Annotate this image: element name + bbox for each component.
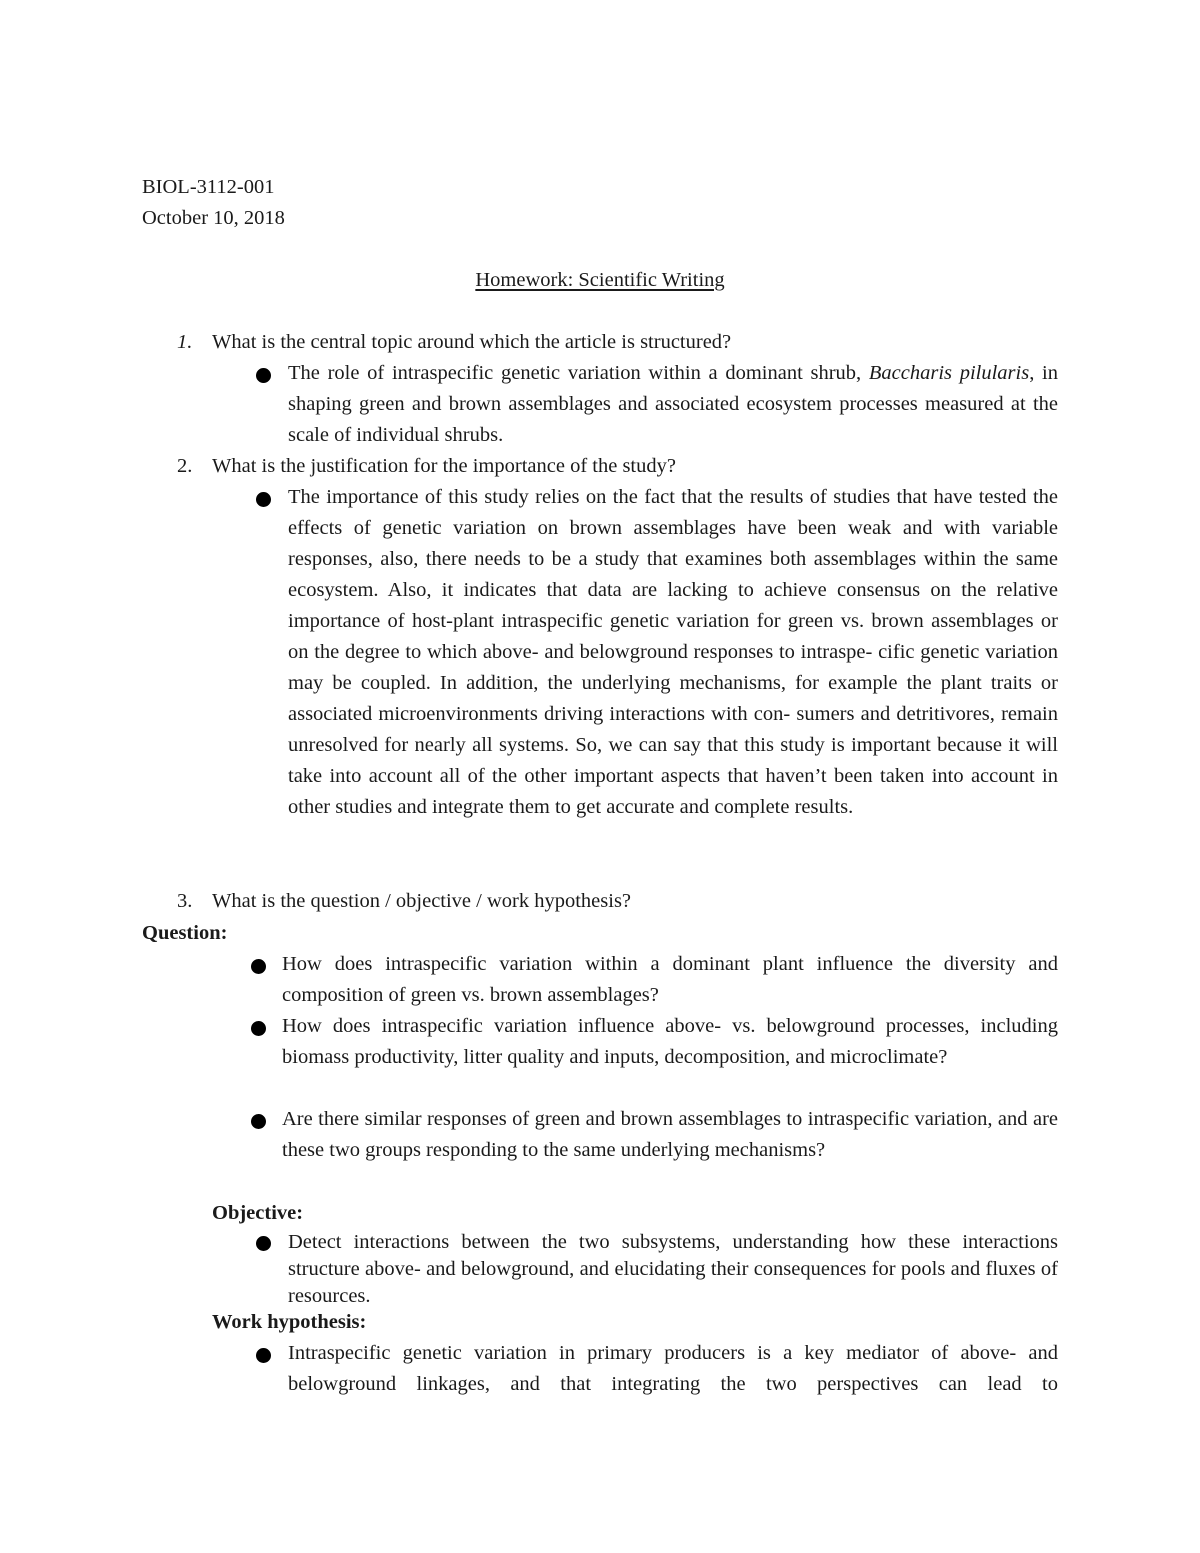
question-text: What is the justification for the importance of the study? (212, 455, 676, 477)
answer-text: The role of intraspecific genetic variation within a dominant shrub, Baccharis pilularis, in shaping green and brown assemblages and associated ecosystem processes measured at the scale of individual shrubs. (288, 362, 1058, 446)
bullet-icon (251, 1021, 266, 1036)
date: October 10, 2018 (142, 207, 285, 229)
question-text: What is the central topic around which the article is structured? (212, 331, 732, 353)
question-item: How does intraspecific variation influence above- vs. belowground processes, including biomass productivity, litter quality and inputs, decomposition, and microclimate? (282, 1015, 1058, 1068)
bullet-icon (256, 368, 271, 383)
course-code: BIOL-3112-001 (142, 176, 275, 198)
question-item: Are there similar responses of green and brown assemblages to intraspecific variation, and are these two groups responding to the same underlying mechanisms? (282, 1108, 1058, 1161)
question-number: 1. (177, 331, 193, 353)
bullet-icon (256, 1236, 271, 1251)
bullet-icon (251, 959, 266, 974)
question-number: 2. (177, 455, 193, 477)
question-number: 3. (177, 890, 193, 912)
page-title: Homework: Scientific Writing (475, 269, 725, 291)
bullet-icon (256, 492, 271, 507)
objective-item: Detect interactions between the two subsystems, understanding how these interactions structure above- and belowground, and elucidating their consequences for pools and fluxes of resources. (288, 1231, 1058, 1307)
bullet-icon (256, 1348, 271, 1363)
question-text: What is the question / objective / work hypothesis? (212, 890, 632, 912)
bullet-icon (251, 1114, 266, 1129)
question-label: Question: (142, 922, 228, 944)
hypothesis-label: Work hypothesis: (212, 1311, 367, 1333)
objective-label: Objective: (212, 1202, 304, 1224)
answer-text: The importance of this study relies on the fact that the results of studies that have tested the effects of genetic variation on brown assemblages have been weak and with variable responses, also, there needs to be a study that examines both assemblages within the same ecosystem. Also, it indicates that data are lacking to achieve consensus on the relative importance of host-plant intraspecific genetic variation for green vs. brown assemblages or on the degree to which above- and belowground responses to intraspe- cific genetic variation may be coupled. In addition, the underlying mechanisms, for example the plant traits or associated microenvironments driving interactions with con- sumers and detritivores, remain unresolved for nearly all systems. So, we can say that this study is important because it will take into account all of the other important aspects that haven’t been taken into account in other studies and integrate them to get accurate and complete results. (288, 486, 1058, 818)
question-item: How does intraspecific variation within a dominant plant influence the diversity and composition of green vs. brown assemblages? (282, 953, 1058, 1006)
hypothesis-item: Intraspecific genetic variation in primary producers is a key mediator of above- and belowground linkages, and that integrating the two perspectives can lead to (288, 1342, 1058, 1395)
